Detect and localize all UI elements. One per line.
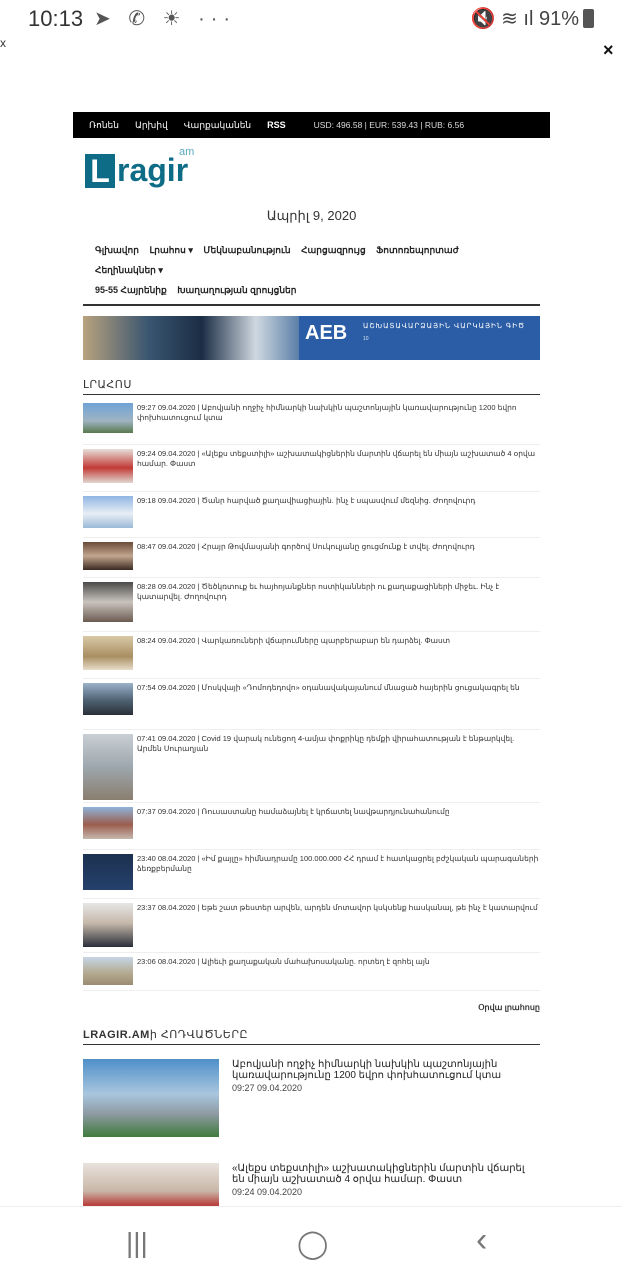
articles-title-brand: LRAGIR.AM [83,1029,150,1041]
site-logo[interactable] [73,146,550,202]
news-headline[interactable]: 07:54 09.04.2020 | Մոսկվայի «Դոմոդեդովո» օդանավակայանում մնացած հայերին ցուցակագրել են [137,683,520,692]
featured-title[interactable]: «Ալեքս տեքստիլի» աշխատակիցներին մարտին վճարել են միայն աշխատած 4 օրվա համար. Փաստ [232,1163,525,1185]
logo-letter: L [85,154,115,188]
nav-item-commentary[interactable]: Մեկնաբանություն [203,245,291,255]
news-thumbnail[interactable] [83,903,133,947]
news-thumbnail[interactable] [83,449,133,483]
nav-item-newsfeed[interactable]: Լրահոս ▾ [149,245,193,255]
news-item[interactable] [83,953,540,991]
featured-image [83,1059,219,1137]
battery-percent: 91% [538,8,579,30]
news-headline[interactable]: 08:24 09.04.2020 | Վարկառուների վճարումները պարբերաբար են դարձել. Փաստ [137,636,451,645]
news-thumbnail[interactable] [83,854,133,890]
rss-link[interactable]: RSS [267,120,286,130]
home-button[interactable]: ◯ [297,1228,329,1259]
news-headline[interactable]: 09:24 09.04.2020 | «Ալեքս տեքստիլի» աշխատակիցներին մարտին վճարել են միայն աշխատած 4 օրվա համար. Փաստ [137,449,536,468]
logo-am: am [179,146,195,158]
exchange-rates: USD: 496.58 | EUR: 539.43 | RUB: 6.56 [313,120,465,130]
top-bar [73,112,550,138]
articles-title-rest: ի ՀՈԴՎԱԾՆԵՐԸ [149,1029,249,1041]
news-thumbnail[interactable] [83,582,133,622]
web-page [73,112,550,1233]
news-item[interactable] [83,850,540,899]
news-item[interactable] [83,632,540,679]
news-thumbnail[interactable] [83,542,133,570]
news-item[interactable] [83,803,540,850]
ad-banner[interactable] [83,316,540,360]
topbar-link-archive[interactable]: Արխիվ [134,119,168,130]
banner-subtext: 10 [363,336,369,342]
newsfeed-divider [83,394,540,395]
news-item[interactable] [83,578,540,632]
news-thumbnail[interactable] [83,734,133,800]
signal-icons: 🔇 ≋ ıl [470,8,534,30]
back-button[interactable]: ‹ [476,1221,488,1259]
banner-heading: ԱՇԽԱՏԱՎԱՐՁԱՅԻՆ ՎԱՐԿԱՅԻՆ ԳԻԾ [363,323,526,330]
nav-item-main[interactable]: Գլխավոր [95,245,139,255]
day-newsfeed-link[interactable]: Օրվա լրահոսը [478,1003,540,1012]
news-headline[interactable]: 23:37 08.04.2020 | Եթե շատ թեստեր արվեն, արդեն մոտավոր կսկսենք հասկանալ, թե ինչ է կատարվում [137,903,538,912]
logo-text: ragir [117,152,189,188]
news-thumbnail[interactable] [83,957,133,985]
news-item[interactable] [83,899,540,953]
news-headline[interactable]: 09:27 09.04.2020 | Աբովյանի ողջիչ հիմնարկի նախկին պաշտոնյային կառավարությունը 1200 եվրո փոխհատուցում կտա [137,403,517,422]
news-thumbnail[interactable] [83,807,133,839]
nav-item-peace-talks[interactable]: Խաղաղության զրույցներ [177,285,297,295]
newsfeed-title: ԼՐԱՀՈՍ [83,379,132,391]
main-nav [73,236,550,300]
news-item[interactable] [83,445,540,492]
news-list [83,399,540,991]
news-headline[interactable]: 07:41 09.04.2020 | Covid 19 վարակ ունեցող 4-ամյա փոքրիկը դեմքի վիրահատության է ենթարկվել. Արմեն Սուրաղյան [137,734,515,753]
topbar-link-ads[interactable]: Վարքականեն [183,119,252,130]
notification-icons: ➤ ✆ ☀ ··· [94,8,237,30]
nav-item-authors[interactable]: Հեղինակներ ▾ [95,265,163,275]
nav-item-homeland[interactable]: 95-55 Հայրենիք [95,285,167,295]
news-headline[interactable]: 08:28 09.04.2020 | Ծեծկռտուք եւ հայհոյանքներ ոստիկանների ու քաղաքացիների միջեւ. Ինչ է կատարվել. Ժողովուրդ [137,582,500,601]
aeb-logo: AEB [305,322,348,344]
status-time: 10:13 [28,6,84,31]
status-right [471,6,594,31]
news-headline[interactable]: 07:37 09.04.2020 | Ռուսաստանը համաձայնել է կրճատել նավթարդյունահանումը [137,807,450,816]
news-thumbnail[interactable] [83,403,133,433]
news-thumbnail[interactable] [83,636,133,670]
news-headline[interactable]: 23:06 08.04.2020 | Ալիեւի քաղաքական մահախոսականը. որտեղ է զոհել այն [137,957,430,966]
news-item[interactable] [83,679,540,730]
news-headline[interactable]: 08:47 09.04.2020 | Հրայր Թովմասյանի գործով Սուկուլյանը ցուցմունք է տվել. Ժողովուրդ [137,542,475,551]
news-item[interactable] [83,730,540,803]
featured-date: 09:27 09.04.2020 [232,1083,303,1093]
featured-title[interactable]: Աբովյանի ողջիչ հիմնարկի նախկին պաշտոնյային կառավարությունը 1200 եվրո փոխհատուցում կտա [232,1059,502,1081]
page-date: Ապրիլ 9, 2020 [266,208,357,223]
articles-title [83,1028,540,1041]
banner-aeb [299,316,540,360]
nav-divider [83,304,540,306]
news-thumbnail[interactable] [83,496,133,528]
small-close-icon[interactable]: x [0,36,6,50]
recents-button[interactable]: ||| [126,1227,148,1258]
close-icon[interactable]: × [603,40,614,60]
banner-photos [83,316,299,360]
topbar-link-home[interactable]: Ռոնեն [89,119,119,130]
android-nav-bar [0,1206,622,1281]
articles-divider [83,1044,540,1045]
news-item[interactable] [83,399,540,445]
news-headline[interactable]: 23:40 08.04.2020 | «Իմ քայլը» հիմնադրամը 100.000.000 ՀՀ դրամ է հատկացրել բժշկական պարագաների ձեռքբերմանը [137,854,539,873]
nav-item-interview[interactable]: Հարցազրույց [301,245,366,255]
featured-date: 09:24 09.04.2020 [232,1187,303,1197]
battery-icon [583,9,594,28]
news-headline[interactable]: 09:18 09.04.2020 | Ծանր հարված քաղավիացիային. ինչ է սպասվում մեզնից. Ժողովուրդ [137,496,476,505]
news-item[interactable] [83,538,540,578]
status-bar [0,0,622,38]
featured-article[interactable] [83,1059,540,1137]
news-thumbnail[interactable] [83,683,133,715]
news-item[interactable] [83,492,540,538]
nav-item-photoreport[interactable]: Ֆոտոռեպորտաժ [376,245,459,255]
